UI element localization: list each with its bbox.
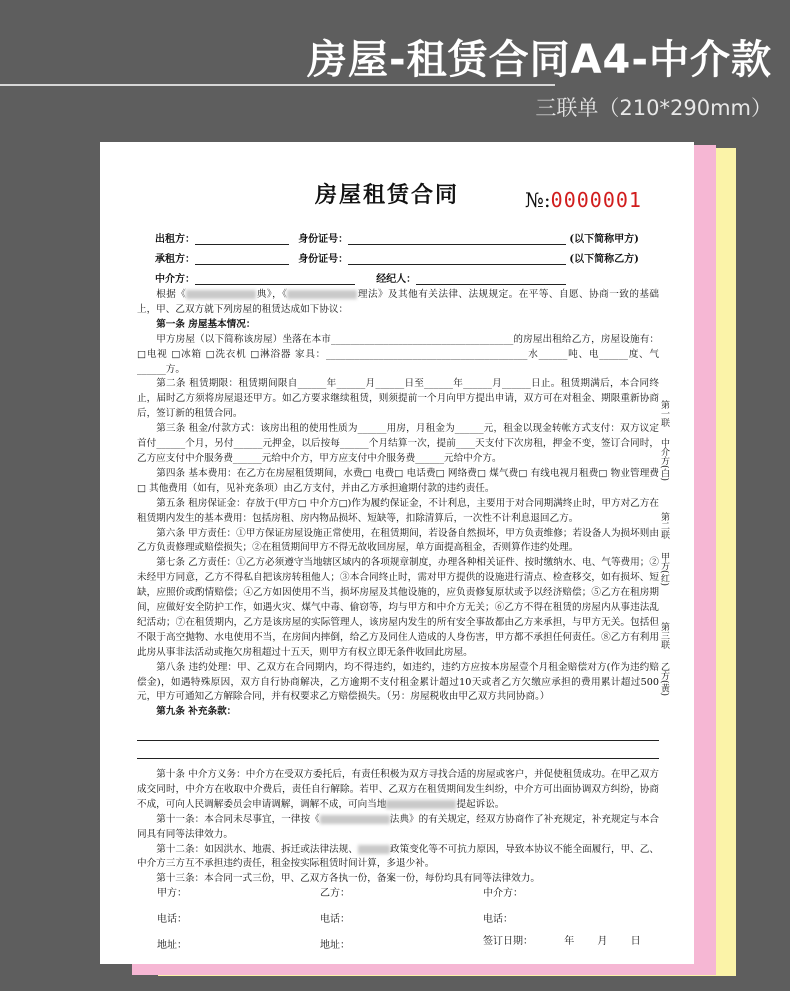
- contract-body-lower: [137, 768, 659, 887]
- article-2: 第二条 租赁期限：租赁期间限自______年______月______日至______年______月______日止。租赁期满后，本合同终止，届时乙方须将房屋退还甲方。如乙方要求继续租赁，则须提前一个月向甲方提出申请，双方可在对租金、期限重新协商后，签订新的租赁合同。: [137, 378, 659, 420]
- short-b-label: (以下简称乙方): [569, 254, 639, 265]
- id-b-label: 身份证号：: [298, 254, 349, 265]
- sign-date-month: 月: [597, 936, 608, 947]
- sign-tel-a: 电话：: [157, 914, 187, 925]
- intro-paragraph: 根据《 典》，《 理法》及其他有关法律、法规规定。在平等、自愿、协商一致的基础上，甲、乙双方就下列房屋的租赁达成如下协议：: [137, 289, 660, 315]
- broker-label: 经纪人：: [376, 274, 417, 285]
- sign-addr-a: 地址：: [157, 940, 187, 951]
- article-11: 第十一条：本合同未尽事宜，一律按《 法典》的有关规定，经双方协商作了补充规定，补充规定与本合同具有同等法律效力。: [137, 813, 660, 840]
- article-6: 第六条 甲方责任：①甲方保证房屋设施正常使用，在租赁期间，若设备自然损坏，甲方负责维修；若设备人为损坏则由乙方负责修理或赔偿损失；②在租赁期间甲方不得无故收回房屋，单方面提高租金，否则算作违约处理。: [137, 527, 659, 554]
- side-label-4: 甲方(红): [659, 552, 669, 587]
- article-7: 第七条 乙方责任：①乙方必须遵守当地辖区域内的各项规章制度，办理各种相关证件、按时缴纳水、电、气等费用；②未经甲方同意，乙方不得私自把该房转租他人；③本合同终止时，需对甲方提供的设施进行清点、检查移交，如有损坏、短缺，应照价或酌情赔偿；④乙方如因使用不当，损坏房屋及其他设施的，应负责修复原状或予以经济赔偿；⑤乙方在租房期间，应做好安全防护工作，如遇火灾、煤气中毒、偷窃等，均与甲方和中介方无关；⑥乙方不得在租赁的房屋内从事违法乱纪活动；⑦在租赁期内，乙方是该房屋的实际管理人，该房屋内发生的所有安全事故都由乙方来承担，与甲方无关。包括但不限于高空抛物、水电使用不当，在房间内摔倒，给乙方及同住人造成的人身伤害，甲方都不承担任何责任。⑧乙方有利用此房从事非法活动或拖欠房租超过十五天，则甲方有权立即无条件收回此房屋。: [137, 557, 659, 658]
- article-5: 第五条 租房保证金：存放于(甲方□ 中介方□)作为履约保证金，不计利息，主要用于对合同期满终止时，甲方对乙方在租赁期内发生的基本费用：包括房租、房内物品损坏、短缺等，扣除清算后，一次性不计利息退回乙方。: [137, 497, 659, 524]
- side-label-3: 第二联: [659, 512, 669, 539]
- contract-number: [525, 188, 642, 212]
- party-a-label: 出租方：: [155, 234, 195, 245]
- supplement-line-2: [137, 758, 659, 759]
- article-10: 第十条 中介方义务：中介方在受双方委托后，有责任积极为双方寻找合适的房屋或客户，并促使租赁成功。在甲乙双方成交同时，中介方在收取中介费后，责任自行解除。若甲、乙双方在租赁期间发生纠纷，中介方可出面协调双方纠纷，协商不成，可向人民调解委员会申请调解，调解不成，可向当地 提起诉讼。: [137, 769, 659, 810]
- article-1-text: 甲方房屋（以下简称该房屋）坐落在本市______________________________________的房屋出租给乙方，房屋设施有：□电视 □冰箱 □洗衣机 □淋浴器 家具：__________________________________________水______吨、电______度、气______方。: [137, 333, 659, 375]
- short-a-label: (以下简称甲方): [569, 234, 639, 245]
- article-13: 第十三条：本合同一式三份，甲、乙双方各执一份，备案一份，每份均具有同等法律效力。: [156, 873, 540, 885]
- agent-label: 中介方：: [155, 274, 195, 285]
- party-b-label: 承租方：: [155, 254, 195, 265]
- sign-date-day: 日: [630, 936, 641, 947]
- sign-addr-b: 地址：: [320, 940, 350, 951]
- sign-tel-b: 电话：: [320, 914, 350, 925]
- party-b-row: [155, 250, 639, 265]
- article-4: 第四条 基本费用：在乙方在房屋租赁期间，水费□ 电费□ 电话费□ 网络费□ 煤气费□ 有线电视月租费□ 物业管理费□ 其他费用（如有，见补充条项）由乙方支付，并由乙方承担逾期付款的违约责任。: [137, 467, 659, 494]
- banner-title: 房屋-租赁合同A4-中介款: [307, 37, 772, 83]
- sign-agent: 中介方：: [483, 888, 523, 899]
- article-3: 第三条 租金/付款方式：该房出租的使用性质为______用房，月租金为______元，租金以现金转帐方式支付：双方议定首付______个月，另付______元押金，以后按每______个月结算一次，提前____天支付下次房租，押金不变，签订合同时，乙方应支付中介服务费______元给中介方，甲方应支付中介服务费______元给中介方。: [137, 423, 659, 464]
- sign-party-b: 乙方：: [320, 888, 350, 899]
- side-label-1: 第一联: [659, 400, 669, 427]
- article-9: 第九条 补充条款：: [156, 706, 237, 718]
- sign-party-a: 甲方：: [157, 888, 187, 899]
- article-12: 第十二条：如因洪水、地震、拆迁或法律法规、 政策变化等不可抗力原因，导致本协议不能全面履行，甲、乙、中介方三方互不承担违约责任，租金按实际租赁时间计算，多退少补。: [137, 843, 660, 870]
- id-a-label: 身份证号：: [298, 234, 349, 245]
- side-label-5: 第三联: [659, 622, 669, 649]
- contract-body: [137, 288, 659, 720]
- side-label-6: 乙方(黄): [659, 662, 669, 697]
- sign-date: [483, 932, 641, 947]
- party-a-row: [155, 230, 639, 245]
- sign-date-year: 年: [564, 936, 575, 947]
- banner-divider: [0, 84, 555, 86]
- sign-date-label: 签订日期：: [483, 936, 533, 947]
- supplement-line-1: [137, 740, 659, 741]
- article-8: 第八条 违约处理：甲、乙双方在合同期内，均不得违约，如违约，违约方应按本房屋壹个月租金赔偿对方(作为违约赔偿金)，如遇特殊原因，双方自行协商解决，乙方逾期不支付租金累计超过10天或者乙方欠缴应承担的费用累计超过500元，甲方可通知乙方解除合同，并有权要求乙方赔偿损失。（另：房屋税收由甲乙双方共同协商。）: [137, 661, 659, 703]
- banner-subtitle: 三联单（210*290mm）: [535, 96, 772, 120]
- sign-tel-c: 电话：: [483, 914, 513, 925]
- agent-row: [155, 270, 566, 285]
- contract-sheet: [100, 142, 694, 964]
- contract-number-label: №:: [525, 188, 551, 212]
- article-1-title: 第一条 房屋基本情况：: [156, 318, 256, 330]
- side-label-2: 中介方(白): [659, 438, 669, 482]
- contract-number-value: 0000001: [550, 188, 642, 212]
- contract-title: 房屋租赁合同: [315, 183, 460, 208]
